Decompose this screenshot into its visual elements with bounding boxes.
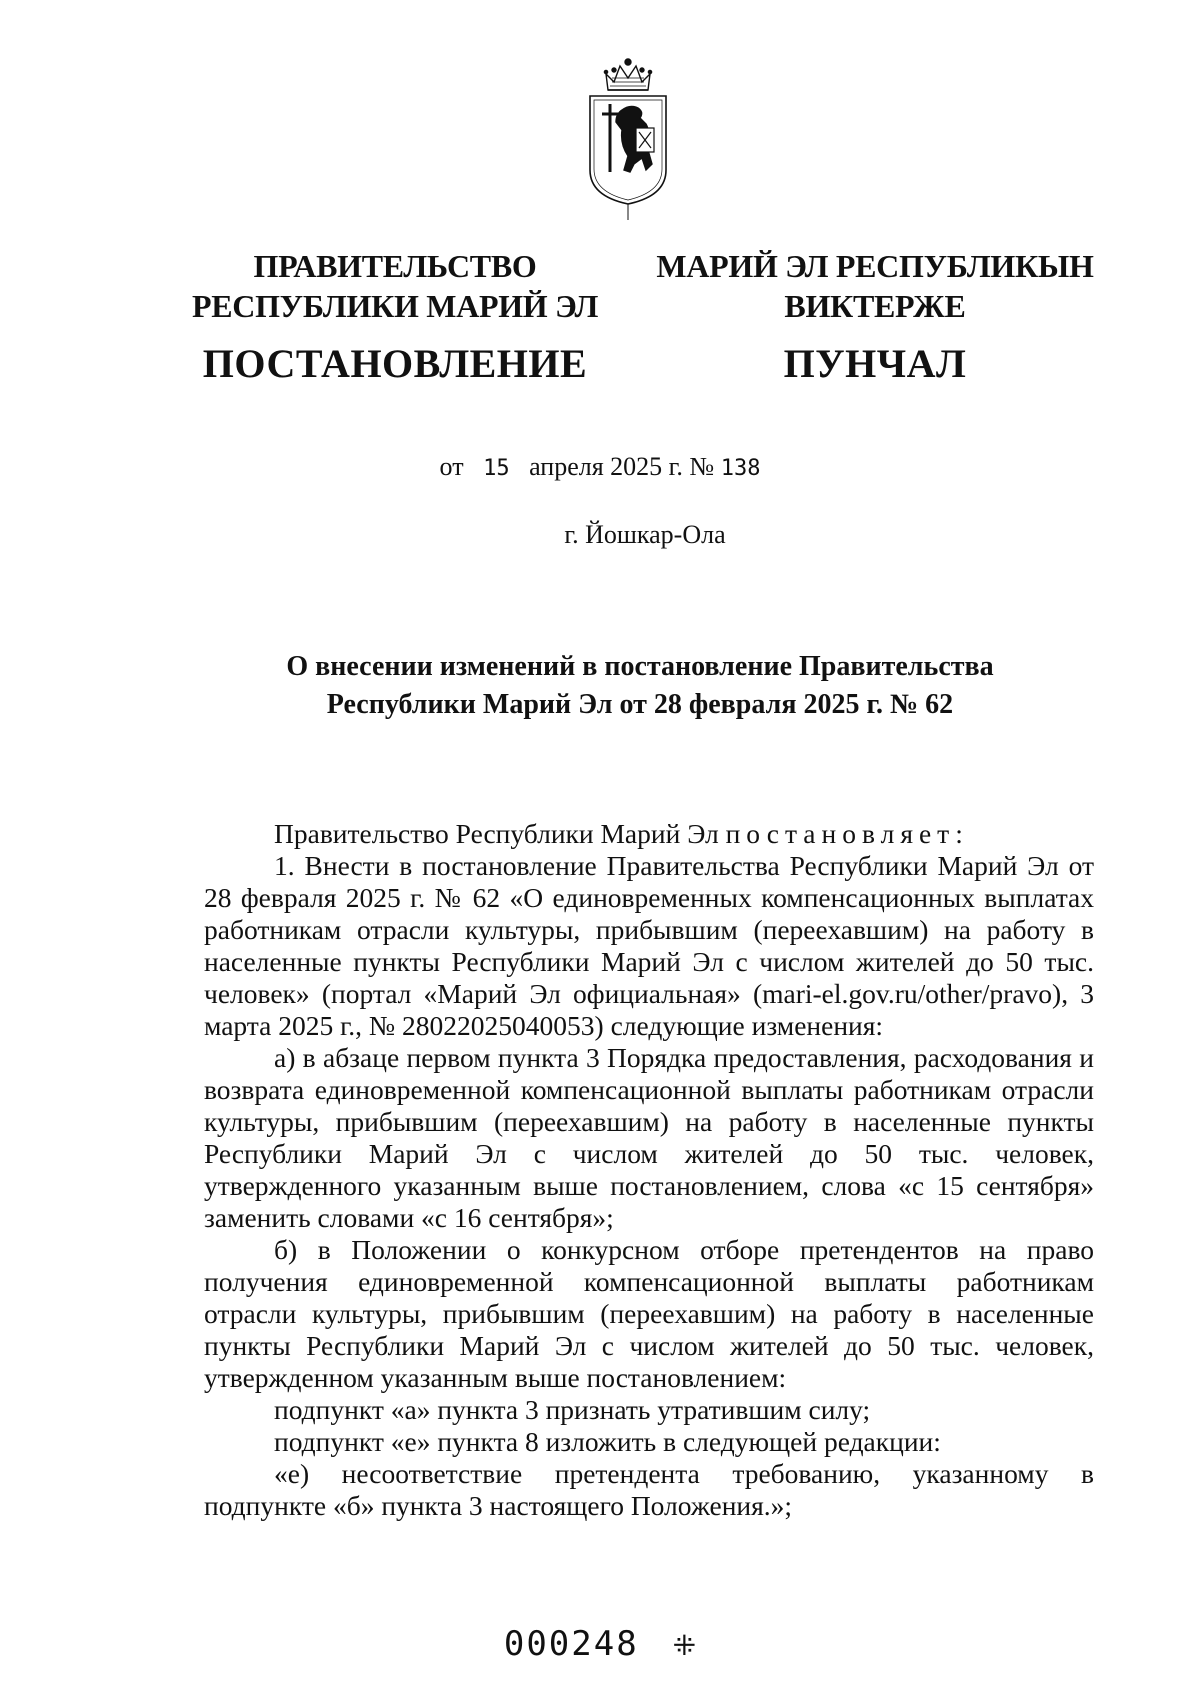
org-name-ru-line2: РЕСПУБЛИКИ МАРИЙ ЭЛ	[191, 288, 599, 324]
paragraph-1a: а) в абзаце первом пункта 3 Порядка предоставления, расходования и возврата единовременной компенсационной выплаты работникам отрасли культуры, прибывшим (переехавшим) на работу в населенные пункты Республики Марий Эл с числом жителей до 50 тыс. человек, утвержденного указанным выше постановлением, слова «с 15 сентября» заменить словами «с 16 сентября»;	[204, 1042, 1094, 1233]
date-prefix: от	[439, 452, 464, 481]
intro-paragraph	[204, 818, 1094, 850]
header-left	[180, 246, 610, 388]
date-day: 15	[483, 456, 510, 481]
org-name-mari-line1: МАРИЙ ЭЛ РЕСПУБЛИКЫН	[656, 248, 1094, 284]
serial-number-footer	[0, 1624, 1200, 1664]
title-line2: Республики Марий Эл от 28 февраля 2025 г. № 62	[326, 689, 954, 720]
document-number: 138	[720, 456, 761, 481]
intro-spaced-word: постановляет:	[725, 818, 969, 849]
coat-of-arms-emblem	[586, 52, 670, 224]
asterisk-mark-icon: ⁜	[672, 1629, 697, 1662]
paragraph-1b-item1: подпункт «а» пункта 3 признать утратившим силу;	[274, 1394, 871, 1425]
paragraph-1b: б) в Положении о конкурсном отборе претендентов на право получения единовременной компенсационной выплаты работникам отрасли культуры, прибывшим (переехавшим) на работу в населенные пункты Республики Марий Эл с числом жителей до 50 тыс. человек, утвержденном указанным выше постановлением:	[204, 1234, 1094, 1393]
serial-number: 000248	[503, 1624, 639, 1664]
paragraph-1b-item2: подпункт «е» пункта 8 изложить в следующей редакции:	[274, 1426, 941, 1457]
title-line1: О внесении изменений в постановление Правительства	[286, 651, 994, 682]
paragraph-1b-item3: «е) несоответствие претендента требованию, указанному в подпункте «б» пункта 3 настоящего Положения.»;	[204, 1458, 1094, 1521]
document-title	[180, 648, 1100, 724]
doc-type-ru: ПОСТАНОВЛЕНИЕ	[202, 341, 588, 386]
document-date-line	[0, 452, 1200, 482]
city: г. Йошкар-Ола	[564, 520, 726, 549]
org-name-mari-line2: ВИКТЕРЖЕ	[784, 288, 966, 324]
paragraph-1: 1. Внести в постановление Правительства Республики Марий Эл от 28 февраля 2025 г. № 62 «О единовременных компенсационных выплатах работникам отрасли культуры, прибывшим (переехавшим) на работу в населенные пункты Республики Марий Эл с числом жителей до 50 тыс. человек» (портал «Марий Эл официальная» (mari-el.gov.ru/other/pravo), 3 марта 2025 г., № 28022025040053) следующие изменения:	[204, 850, 1094, 1041]
org-name-ru-line1: ПРАВИТЕЛЬСТВО	[253, 248, 537, 284]
date-month-year: апреля 2025 г. №	[529, 452, 715, 481]
intro-text: Правительство Республики Марий Эл	[274, 818, 719, 849]
doc-type-mari: ПУНЧАЛ	[783, 341, 967, 386]
header-right	[655, 246, 1095, 388]
document-body	[204, 818, 1094, 1522]
